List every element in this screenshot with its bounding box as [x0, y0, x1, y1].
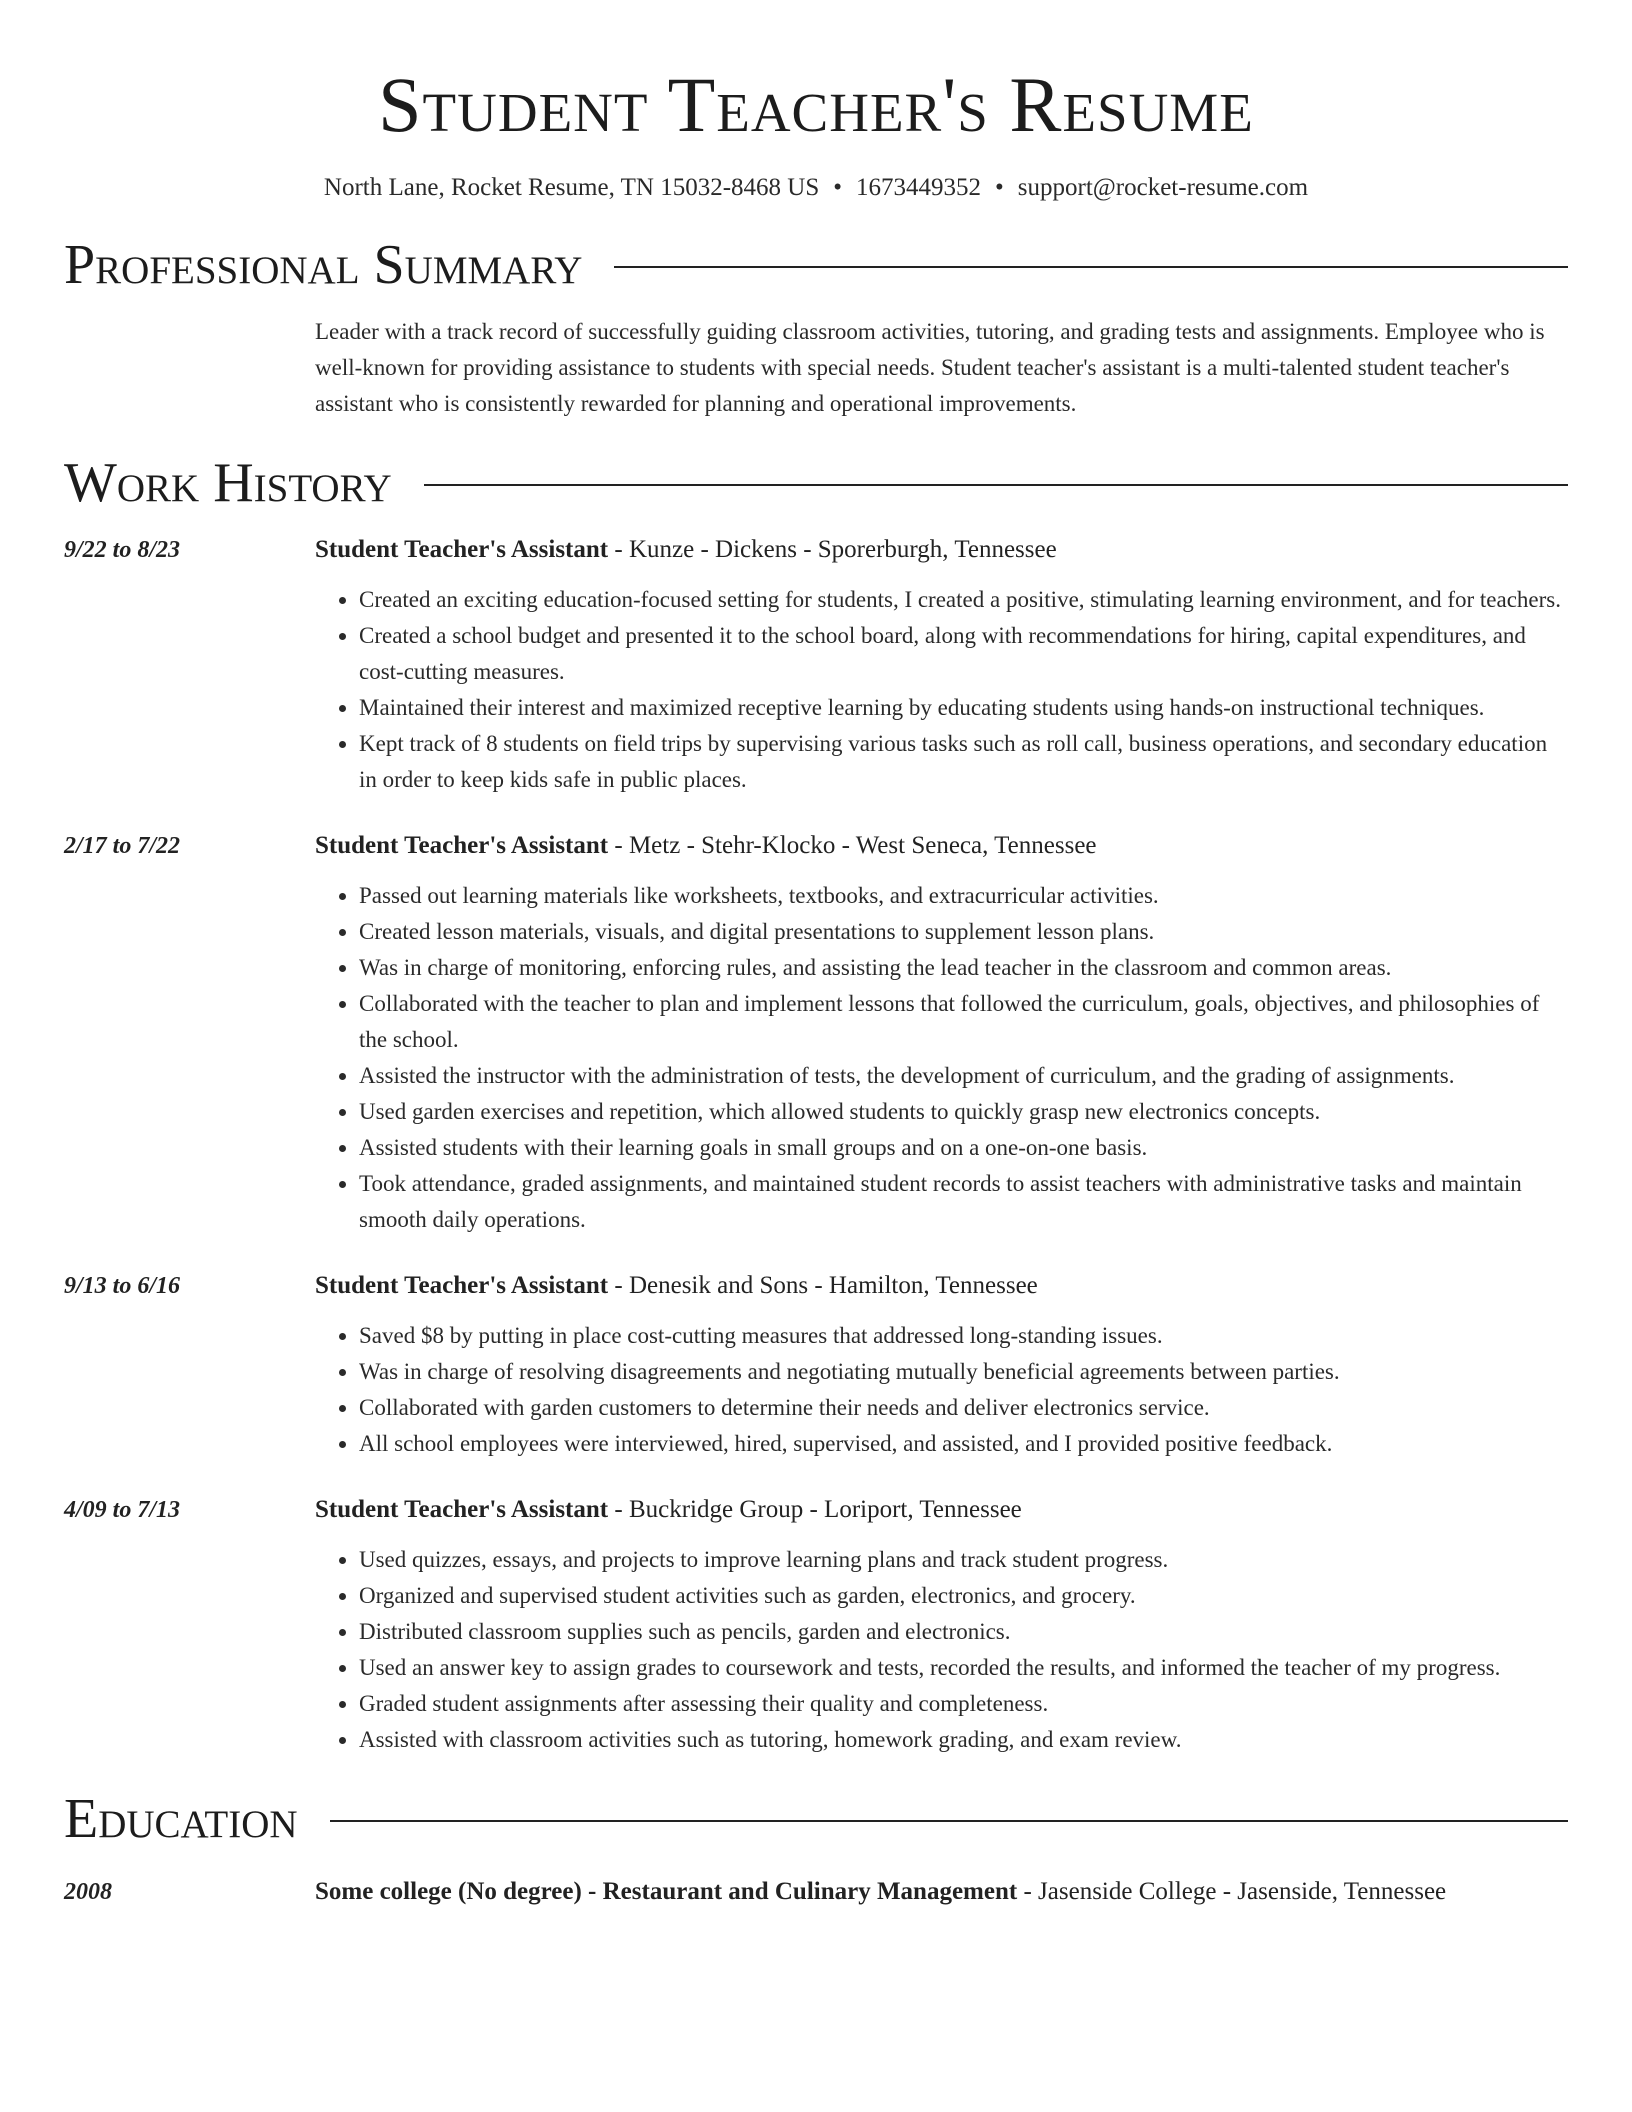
section-divider: [614, 266, 1568, 268]
job-header: [315, 1492, 1568, 1528]
work-section-header: [64, 452, 1568, 514]
job-bullet: • Used garden exercises and repetition, which allowed students to quickly grasp new electronics concepts.: [359, 1094, 1568, 1130]
job-bullet: • Graded student assignments after assessing their quality and completeness.: [359, 1686, 1568, 1722]
job-title: Student Teacher's Assistant: [315, 832, 609, 859]
job-title: Student Teacher's Assistant: [315, 1272, 609, 1299]
education-heading: Education: [64, 1788, 298, 1850]
job-bullet: • Saved $8 by putting in place cost-cutting measures that addressed long-standing issues.: [359, 1318, 1568, 1354]
education-entry: [64, 1874, 1568, 1910]
job-bullet: • Maintained their interest and maximized receptive learning by educating students using hands-on instructional techniques.: [359, 690, 1568, 726]
job-bullet: • Collaborated with the teacher to plan and implement lessons that followed the curriculum, goals, objectives, and philosophies of the school.: [359, 986, 1568, 1058]
job-entry: [64, 1268, 1568, 1462]
job-header: [315, 532, 1568, 568]
section-divider: [330, 1820, 1568, 1822]
job-bullet: • Distributed classroom supplies such as pencils, garden and electronics.: [359, 1614, 1568, 1650]
job-dates: 2/17 to 7/22: [64, 833, 181, 859]
job-body: [315, 1492, 1568, 1758]
job-bullets: [315, 1318, 1568, 1462]
job-bullet: • Assisted students with their learning goals in small groups and on a one-on-one basis.: [359, 1130, 1568, 1166]
job-bullets: [315, 582, 1568, 798]
job-title: Student Teacher's Assistant: [315, 1496, 609, 1523]
job-bullet: • Used an answer key to assign grades to coursework and tests, recorded the results, and informed the teacher of my progress.: [359, 1650, 1568, 1686]
work-heading: Work History: [64, 452, 392, 514]
job-bullet: • Passed out learning materials like worksheets, textbooks, and extracurricular activities.: [359, 878, 1568, 914]
job-details: - Buckridge Group - Loriport, Tennessee: [608, 1496, 1022, 1523]
job-bullet: • Assisted the instructor with the administration of tests, the development of curriculum, and the grading of assignments.: [359, 1058, 1568, 1094]
contact-separator: •: [833, 174, 842, 201]
education-details: - Jasenside College - Jasenside, Tennessee: [1017, 1878, 1447, 1905]
job-bullet: • Used quizzes, essays, and projects to improve learning plans and track student progress.: [359, 1542, 1568, 1578]
job-bullet: • Organized and supervised student activities such as garden, electronics, and grocery.: [359, 1578, 1568, 1614]
job-bullet: • Was in charge of monitoring, enforcing rules, and assisting the lead teacher in the classroom and common areas.: [359, 950, 1568, 986]
job-entry: [64, 828, 1568, 1238]
job-bullet: • Created an exciting education-focused setting for students, I created a positive, stimulating learning environment, and for teachers.: [359, 582, 1568, 618]
education-degree: Some college (No degree) - Restaurant and Culinary Management: [315, 1878, 1018, 1905]
contact-email: support@rocket-resume.com: [1017, 174, 1309, 201]
summary-heading: Professional Summary: [64, 234, 583, 296]
section-divider: [424, 484, 1568, 486]
job-bullet: • All school employees were interviewed, hired, supervised, and assisted, and I provided positive feedback.: [359, 1426, 1568, 1462]
job-body: [315, 828, 1568, 1238]
job-details: - Denesik and Sons - Hamilton, Tennessee: [608, 1272, 1038, 1299]
education-line: [315, 1874, 1446, 1910]
job-header: [315, 1268, 1568, 1304]
job-dates: 4/09 to 7/13: [64, 1497, 181, 1523]
job-bullets: [315, 1542, 1568, 1758]
job-bullet: • Was in charge of resolving disagreements and negotiating mutually beneficial agreements between parties.: [359, 1354, 1568, 1390]
job-bullet: • Collaborated with garden customers to determine their needs and deliver electronics service.: [359, 1390, 1568, 1426]
job-header: [315, 828, 1568, 864]
job-body: [315, 1268, 1568, 1462]
job-bullet: • Created a school budget and presented it to the school board, along with recommendations for hiring, capital expenditures, and cost-cutting measures.: [359, 618, 1568, 690]
job-dates: 9/13 to 6/16: [64, 1273, 181, 1299]
contact-line: [64, 172, 1568, 204]
job-bullet: • Took attendance, graded assignments, and maintained student records to assist teachers with administrative tasks and maintain smooth daily operations.: [359, 1166, 1568, 1238]
education-section-header: [64, 1788, 1568, 1850]
job-bullet: • Assisted with classroom activities such as tutoring, homework grading, and exam review.: [359, 1722, 1568, 1758]
summary-section-header: [64, 234, 1568, 296]
job-dates: 9/22 to 8/23: [64, 537, 181, 563]
summary-text: Leader with a track record of successfully guiding classroom activities, tutoring, and grading tests and assignments. Employee who is well-known for providing assistance to students with special needs. Student teacher's assistant is a multi-talented student teacher's assistant who is consistently rewarded for planning and operational improvements.: [315, 319, 1545, 416]
contact-separator: •: [995, 174, 1004, 201]
education-date: 2008: [64, 1879, 112, 1905]
contact-address: North Lane, Rocket Resume, TN 15032-8468 US: [323, 174, 820, 201]
job-details: - Kunze - Dickens - Sporerburgh, Tennessee: [608, 536, 1057, 563]
resume-page: [64, 0, 1568, 1910]
job-bullet: • Kept track of 8 students on field trips by supervising various tasks such as roll call, business operations, and secondary education in order to keep kids safe in public places.: [359, 726, 1568, 798]
job-entry: [64, 1492, 1568, 1758]
job-bullet: • Created lesson materials, visuals, and digital presentations to supplement lesson plans.: [359, 914, 1568, 950]
job-title: Student Teacher's Assistant: [315, 536, 609, 563]
job-body: [315, 532, 1568, 798]
job-bullets: [315, 878, 1568, 1238]
contact-phone: 1673449352: [856, 174, 981, 201]
resume-title: Student Teacher's Resume: [378, 61, 1254, 148]
job-entry: [64, 532, 1568, 798]
job-details: - Metz - Stehr-Klocko - West Seneca, Tennessee: [608, 832, 1097, 859]
